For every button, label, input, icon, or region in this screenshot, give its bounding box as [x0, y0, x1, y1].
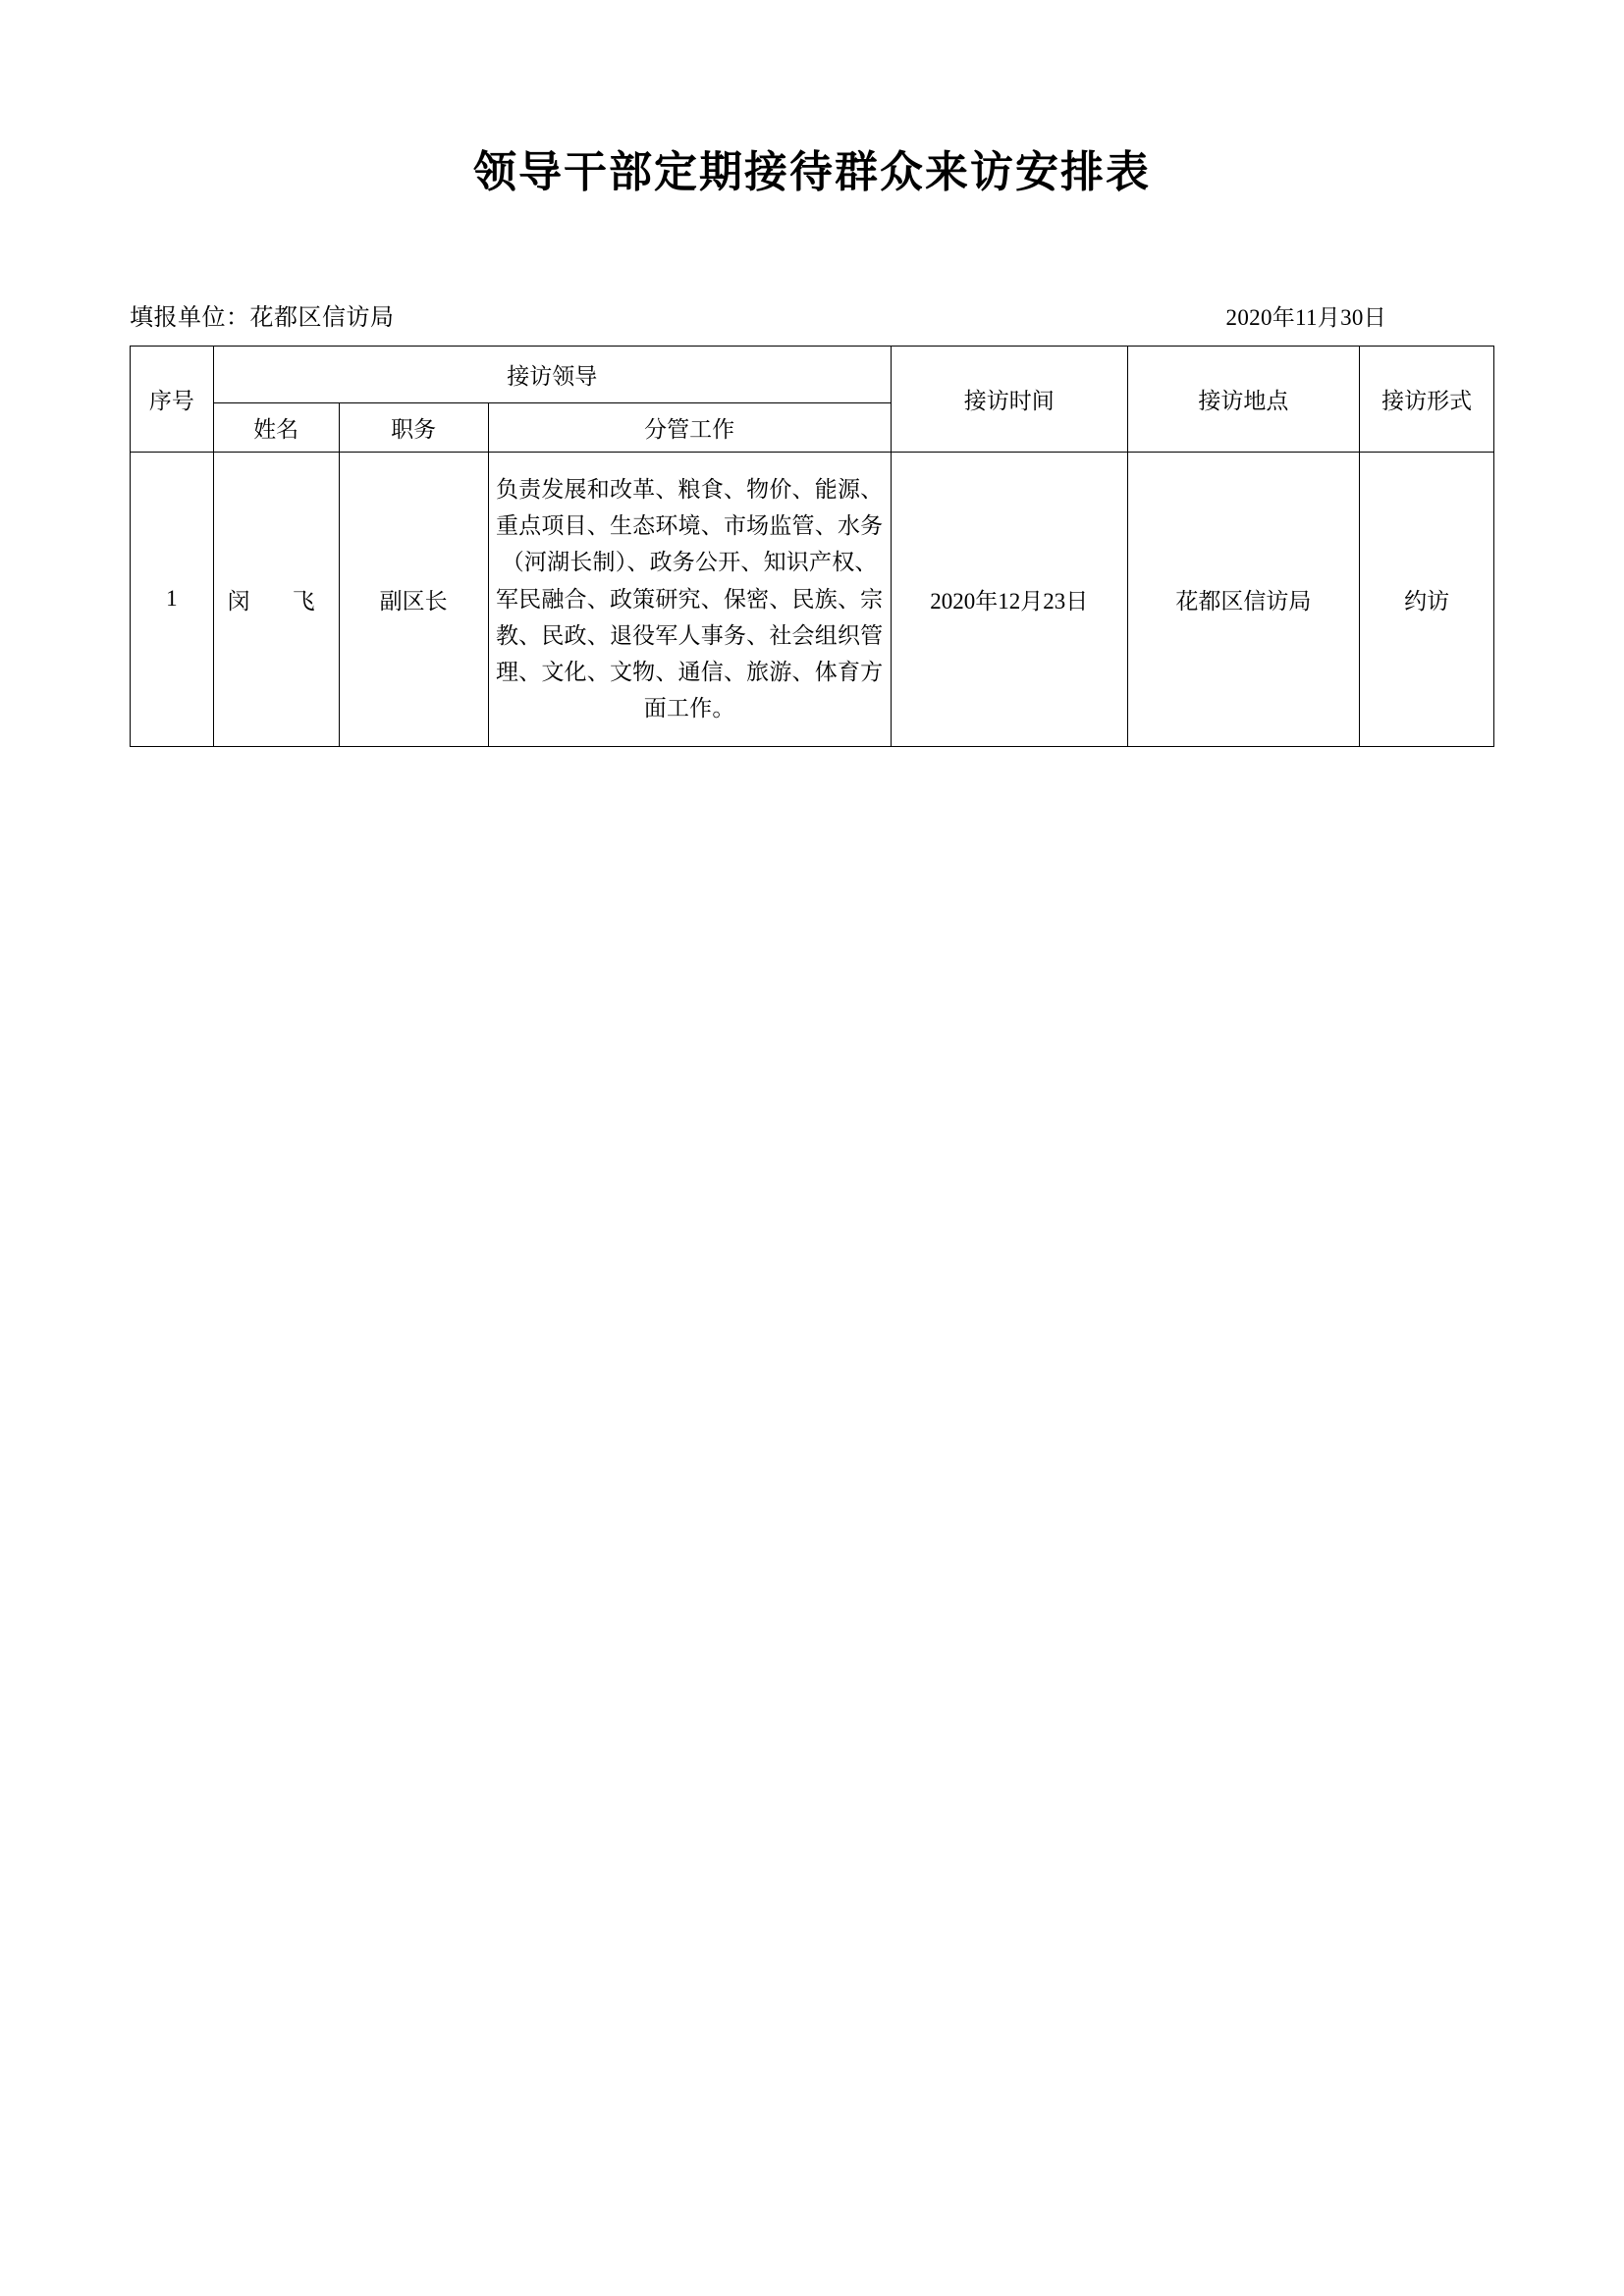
schedule-table: [130, 346, 1494, 747]
header-leader-group: 接访领导: [213, 346, 891, 402]
cell-position: 副区长: [339, 452, 488, 746]
header-duty: 分管工作: [488, 402, 891, 452]
cell-duty: 负责发展和改革、粮食、物价、能源、重点项目、生态环境、市场监管、水务（河湖长制）、政务公开、知识产权、军民融合、政策研究、保密、民族、宗教、民政、退役军人事务、社会组织管理、文化、文物、通信、旅游、体育方面工作。: [488, 452, 891, 746]
header-form: 接访形式: [1360, 346, 1494, 452]
reporting-unit: 填报单位：花都区信访局: [130, 304, 395, 331]
cell-time: 2020年12月23日: [891, 452, 1127, 746]
header-seq: 序号: [131, 346, 214, 452]
page-title: 领导干部定期接待群众来访安排表: [473, 148, 1151, 196]
cell-name: 闵 飞: [213, 452, 339, 746]
cell-form: 约访: [1360, 452, 1494, 746]
header-time: 接访时间: [891, 346, 1127, 452]
report-date: 2020年11月30日: [1225, 304, 1386, 330]
cell-seq: 1: [131, 452, 214, 746]
header-name: 姓名: [213, 402, 339, 452]
table-row: [131, 452, 1494, 746]
cell-place: 花都区信访局: [1127, 452, 1360, 746]
header-place: 接访地点: [1127, 346, 1360, 452]
header-position: 职务: [339, 402, 488, 452]
document-meta: [130, 199, 1494, 346]
table-header-row-group: [131, 346, 1494, 402]
